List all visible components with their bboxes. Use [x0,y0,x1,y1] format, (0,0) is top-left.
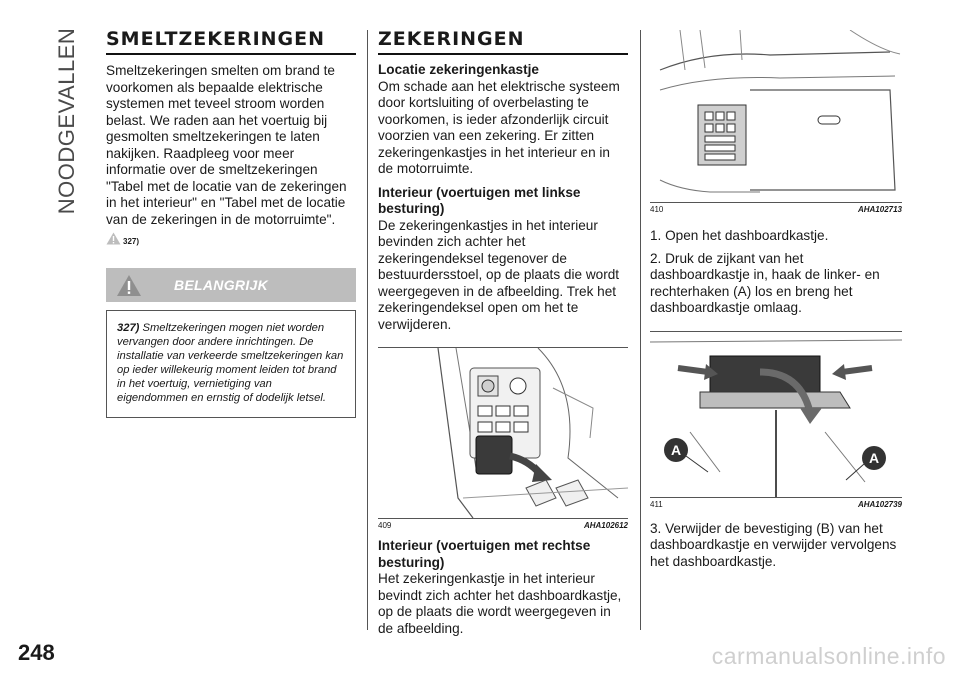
subheading-lhd: Interieur (voertuigen met linkse besturing) [378,184,581,216]
body-text: Het zekeringenkastje in het interieur bevindt zich achter het dashboardkastje, op de plaats die wordt weergegeven in de afbeelding. [378,571,622,636]
warning-icon [106,232,121,250]
warning-text: Smeltzekeringen mogen niet worden vervangen door andere inrichtingen. De installatie van verkeerde smeltzekeringen kan op ieder willekeurig moment leiden tot brand in het voertuig, vernietiging van eigendommen en ernstig of dodelijk letsel. [117,322,344,404]
figure-number: 409 [378,521,392,530]
body-text: Om schade aan het elektrische systeem door kortsluiting of overbelasting te voorkomen, is ieder afzonderlijk circuit voorzien van een zekering. Er zitten zekeringenkastjes in het interieur en in de motorruimte. [378,78,620,176]
column-divider [367,30,368,630]
step-1: 1. Open het dashboardkastje. [650,228,829,243]
warning-number: 327) [117,322,140,334]
figure-409 [378,347,628,530]
warning-reference [106,232,356,250]
section-heading: ZEKERINGEN [378,28,628,55]
subheading-location: Locatie zekeringenkastje [378,62,539,77]
side-tab [52,26,82,216]
column-steps [650,30,902,570]
column-divider [640,30,641,630]
figure-411 [650,331,902,509]
figure-number: 411 [650,499,663,509]
column-smeltzekeringen [106,28,356,418]
step-3: 3. Verwijder de bevestiging (B) van het dashboardkastje en verwijder vervolgens het dashboardkastje. [650,520,897,569]
column-zekeringen [378,28,628,637]
watermark: carmanualsonline.info [711,643,946,669]
figure-code: AHA102612 [583,521,628,530]
body-text: De zekeringenkastjes in het interieur bevinden zich achter het zekeringendeksel tegenover de bestuurdersstoel, op de plaats die wordt weergegeven in de afbeelding. Trek het zekeringendeksel open om het te verwijderen. [378,217,620,332]
subheading-rhd: Interieur (voertuigen met rechtse besturing) [378,538,591,570]
step-2: 2. Druk de zijkant van het dashboardkastje in, haak de linker- en rechterhaken (A) los en breng het dashboardkastje omlaag. [650,250,880,315]
warning-ref-number: 327) [123,236,140,246]
warning-band-icon [116,274,142,302]
page-number: 248 [18,640,55,665]
side-tab-label: NOODGEVALLEN [54,27,79,215]
callout-a-left: A [670,441,682,458]
warning-box [106,310,356,418]
glovebox-fusebox-illustration [650,30,902,202]
glovebox-removal-illustration [650,332,902,497]
section-heading: SMELTZEKERINGEN [106,28,356,55]
figure-code: AHA102713 [857,205,902,214]
figure-number: 410 [650,205,664,214]
callout-a-right: A [868,449,880,466]
fuse-cover-illustration [378,348,628,518]
warning-band-label: BELANGRIJK [174,277,269,293]
figure-code: AHA102739 [857,499,902,509]
figure-410 [650,30,902,214]
warning-band [106,268,356,302]
body-text: Smeltzekeringen smelten om brand te voorkomen als bepaalde elektrische systemen met teveel stroom worden belast. We raden aan het voertuig bij gesmolten smeltzekeringen te laten nakijken. Raadpleeg voor meer informatie over de smeltzekeringen "Tabel met de locatie van de zekeringen in het interieur" en "Tabel met de locatie van de zekeringen in de motorruimte". [106,63,347,227]
